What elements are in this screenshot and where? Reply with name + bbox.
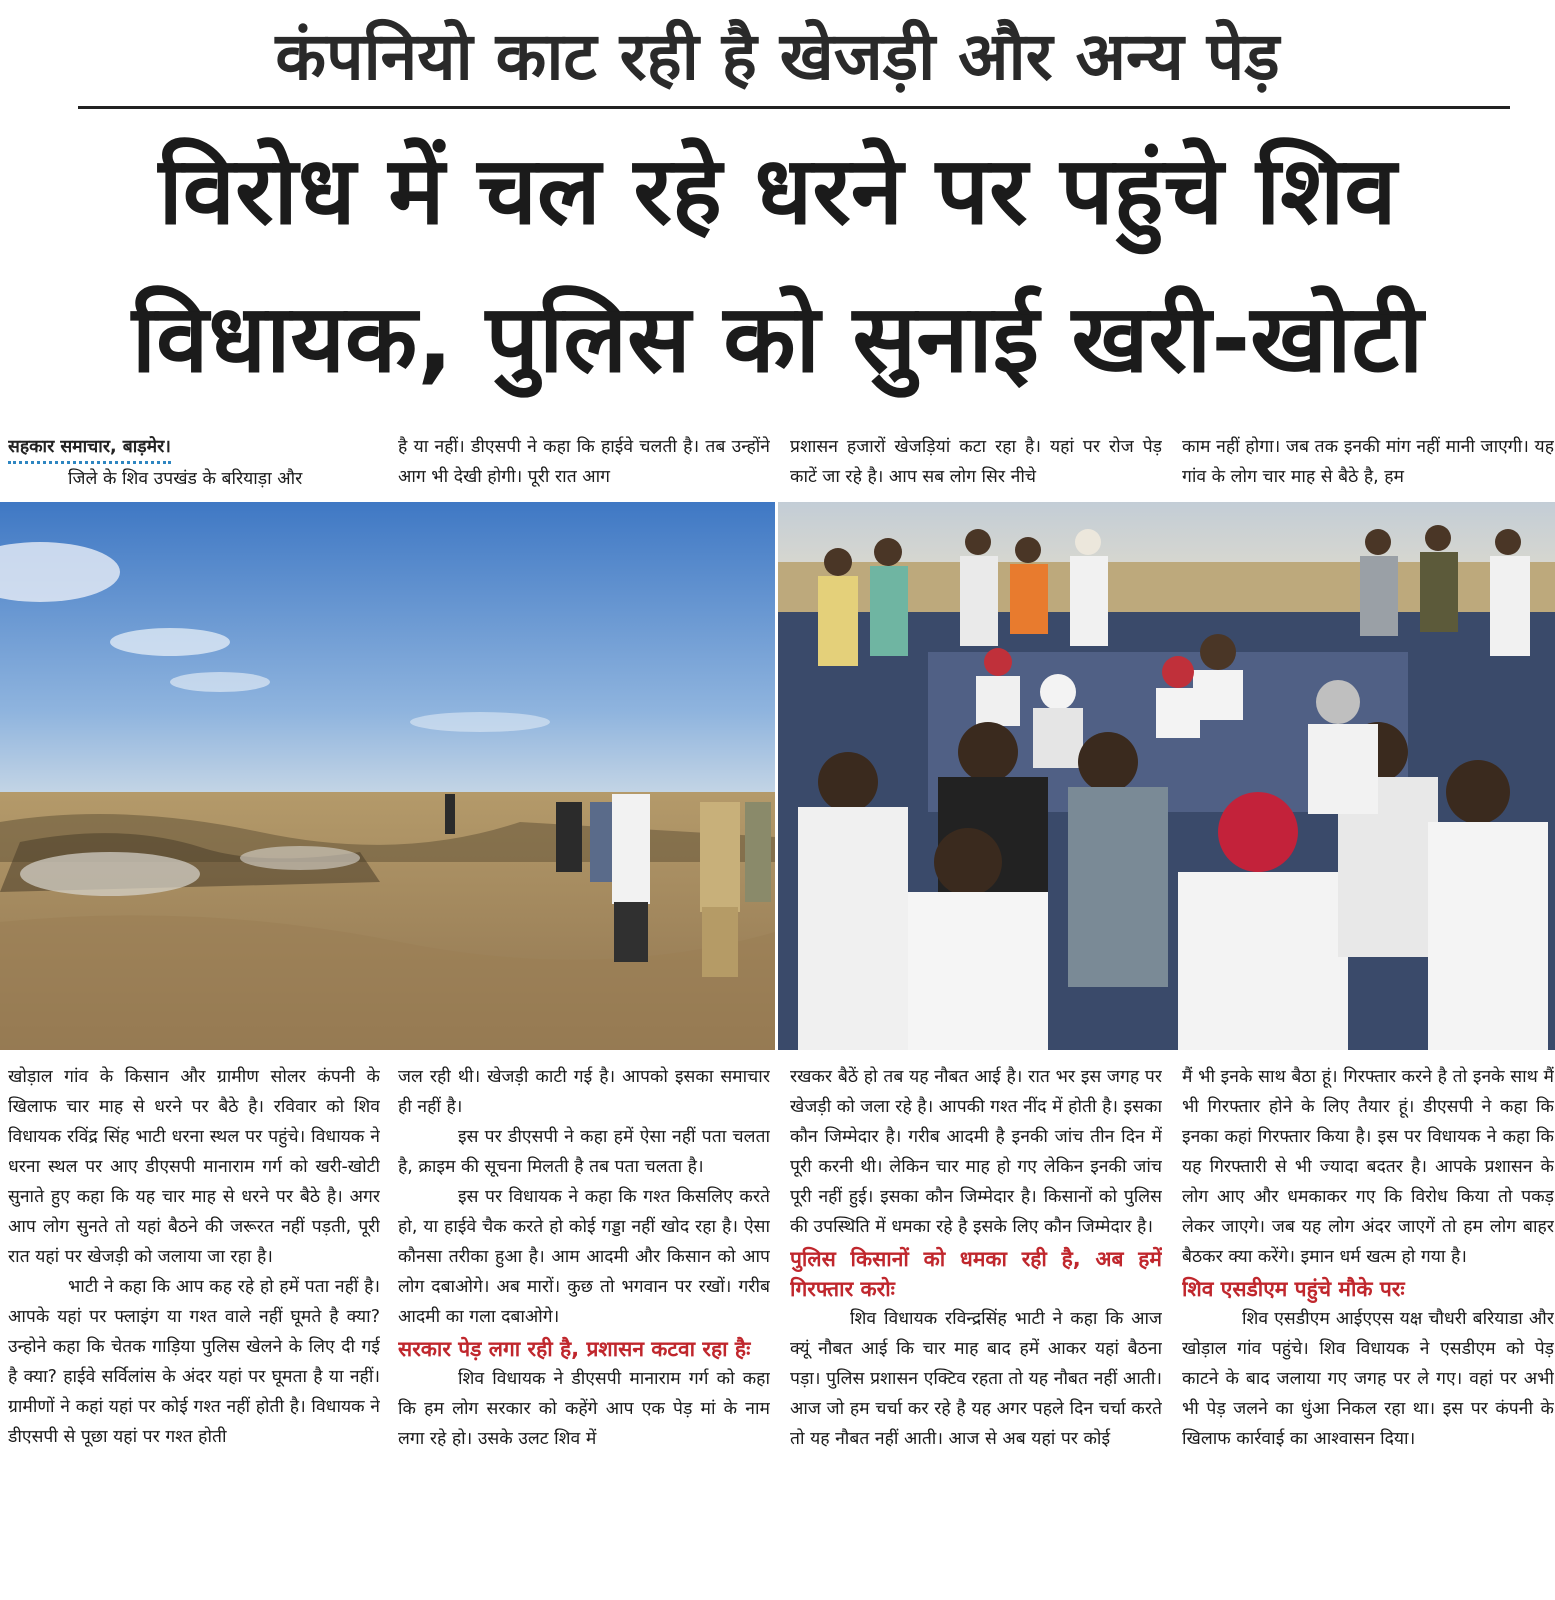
column-3-paragraph-2: शिव विधायक रविन्द्रसिंह भाटी ने कहा कि आज क्यूं नौबत आई कि चार माह बाद हमें आकर यहां बैठना पड़ा। पुलिस प्रशासन एक्टिव रहता तो यह नौबत नहीं आती। आज जो हम चर्चा कर रहे है यह अगर पहले दिन चर्चा करते तो यह नौबत नहीं आती। आज से अब यहां पर कोई	[790, 1309, 1162, 1449]
article-column-1	[8, 1062, 380, 1597]
column-4-paragraph-1: मैं भी इनके साथ बैठा हूं। गिरफ्तार करने है तो इनके साथ मैं भी गिरफ्तार होने के लिए तैयार हूं। डीएसपी ने कहा कि इनका कहां गिरफ्तार किया है। इस पर विधायक ने कहा कि यह गिरफ्तारी से भी ज्यादा बदतर है। आपके प्रशासन के लोग आए और धमकाकर गए कि विरोध किया तो पकड़ लेकर जाएगे। जब यह लोग अंदर जाएगें तो हम लोग बाहर बैठकर क्या करेंगे। इमान धर्म खत्म हो गया है।	[1182, 1067, 1554, 1267]
column-2-paragraph-3: इस पर विधायक ने कहा कि गश्त किसलिए करते हो, या हाईवे चैक करते हो कोई गड्डा नहीं खोद रहा है। ऐसा कौनसा तरीका हुआ है। आम आदमी और किसान को आप लोग दबाओगे। अब मारों। कुछ तो भगवान पर रखों। गरीब आदमी का गला दबाओगे।	[398, 1187, 770, 1327]
column-1-paragraph-2: भाटी ने कहा कि आप कह रहे हो हमें पता नहीं है। आपके यहां पर फ्लाइंग या गश्त वाले नहीं घूमते है क्या? उन्होने कहा कि चेतक गाड़िया पुलिस खेलने के लिए दी गई है क्या? हाईवे सर्विलांस के अंदर यहां पर घूमता है या नहीं। ग्रामीणों ने कहां यहां पर कोई गश्त नहीं होती है। विधायक ने डीएसपी से पूछा यहां पर गश्त होती	[8, 1277, 380, 1447]
top-column-1	[8, 432, 380, 494]
photo-dharna-gathering	[778, 502, 1555, 1050]
column-2-paragraph-4: शिव विधायक ने डीएसपी मानाराम गर्ग को कहा कि हम लोग सरकार को कहेंगे आप एक पेड़ मां के नाम लगा रहे हो। उसके उलट शिव में	[398, 1369, 770, 1449]
top-column-3	[790, 432, 1162, 494]
column-3-paragraph-1: रखकर बैठें हो तब यह नौबत आई है। रात भर इस जगह पर खेजड़ी को जला रहे है। आपकी गश्त नींद में होती है। इसका कौन जिम्मेदार है। गरीब आदमी है इनकी जांच तीन दिन में पूरी करनी थी। लेकिन चार माह हो गए लेकिन इनकी जांच पूरी नहीं हुई। इसका कौन जिम्मेदार है। किसानों को पुलिस की उपस्थिति में धमका रहे है इसके लिए कौन जिम्मेदार है।	[790, 1067, 1162, 1237]
top-column-2	[398, 432, 770, 494]
top-column-2-text: है या नहीं। डीएसपी ने कहा कि हाईवे चलती है। तब उन्होंने आग भी देखी होगी। पूरी रात आग	[398, 437, 770, 487]
photo-field-officials	[0, 502, 775, 1050]
byline: सहकार समाचार, बाड़मेर।	[8, 433, 171, 464]
subheading-govt-planting-trees: सरकार पेड़ लगा रही है, प्रशासन कटवा रहा हैः	[398, 1337, 751, 1361]
column-2-paragraph-2: इस पर डीएसपी ने कहा हमें ऐसा नहीं पता चलता है, क्राइम की सूचना मिलती है तब पता चलता है।	[398, 1127, 770, 1177]
top-column-1-text: जिले के शिव उपखंड के बरियाड़ा और	[68, 469, 303, 489]
kicker-headline: कंपनियो काट रही है खेजड़ी और अन्य पेड़	[275, 18, 1280, 95]
subheading-sdm-arrives: शिव एसडीएम पहुंचे मौके परः	[1182, 1277, 1405, 1301]
main-headline-line-2: विधायक, पुलिस को सुनाई खरी-खोटी	[131, 285, 1424, 394]
article-column-4	[1182, 1062, 1554, 1597]
article-column-3	[790, 1062, 1162, 1597]
top-column-4-text: काम नहीं होगा। जब तक इनकी मांग नहीं मानी जाएगी। यह गांव के लोग चार माह से बैठे है, हम	[1182, 437, 1554, 487]
column-4-paragraph-2: शिव एसडीएम आईएएस यक्ष चौधरी बरियाडा और खोड़ाल गांव पहुंचे। शिव विधायक ने एसडीएम को पेड़ काटने के बाद जलाया गए जगह पर ले गए। वहां पर अभी भी पेड़ जलने का धुंआ निकल रहा था। इस पर कंपनी के खिलाफ कार्रवाई का आश्वासन दिया।	[1182, 1309, 1554, 1449]
main-headline-line-1: विरोध में चल रहे धरने पर पहुंचे शिव	[158, 137, 1397, 246]
article-column-2	[398, 1062, 770, 1597]
top-column-4	[1182, 432, 1554, 494]
photo-dharna-graphic	[778, 502, 1555, 1050]
photo-field-graphic	[0, 502, 775, 1050]
column-1-paragraph-1: खोड़ाल गांव के किसान और ग्रामीण सोलर कंपनी के खिलाफ चार माह से धरने पर बैठे है। रविवार को शिव विधायक रविंद्र सिंह भाटी धरना स्थल पर पहुंचे। विधायक ने धरना स्थल पर आए डीएसपी मानाराम गर्ग को खरी-खोटी सुनाते हुए कहा कि यह चार माह से धरने पर बैठे है। अगर आप लोग सुनते तो यहां बैठने की जरूरत नहीं पड़ती, पूरी रात यहां पर खेजड़ी को जलाया जा रहा है।	[8, 1067, 380, 1267]
subheading-police-threatening: पुलिस किसानों को धमका रही है, अब हमें गिरफ्तार करोः	[790, 1247, 1162, 1301]
top-column-3-text: प्रशासन हजारों खेजड़ियां कटा रहा है। यहां पर रोज पेड़ काटें जा रहे है। आप सब लोग सिर नीचे	[790, 437, 1162, 487]
column-2-paragraph-1: जल रही थी। खेजड़ी काटी गई है। आपको इसका समाचार ही नहीं है।	[398, 1067, 770, 1117]
headline-divider	[78, 106, 1510, 109]
